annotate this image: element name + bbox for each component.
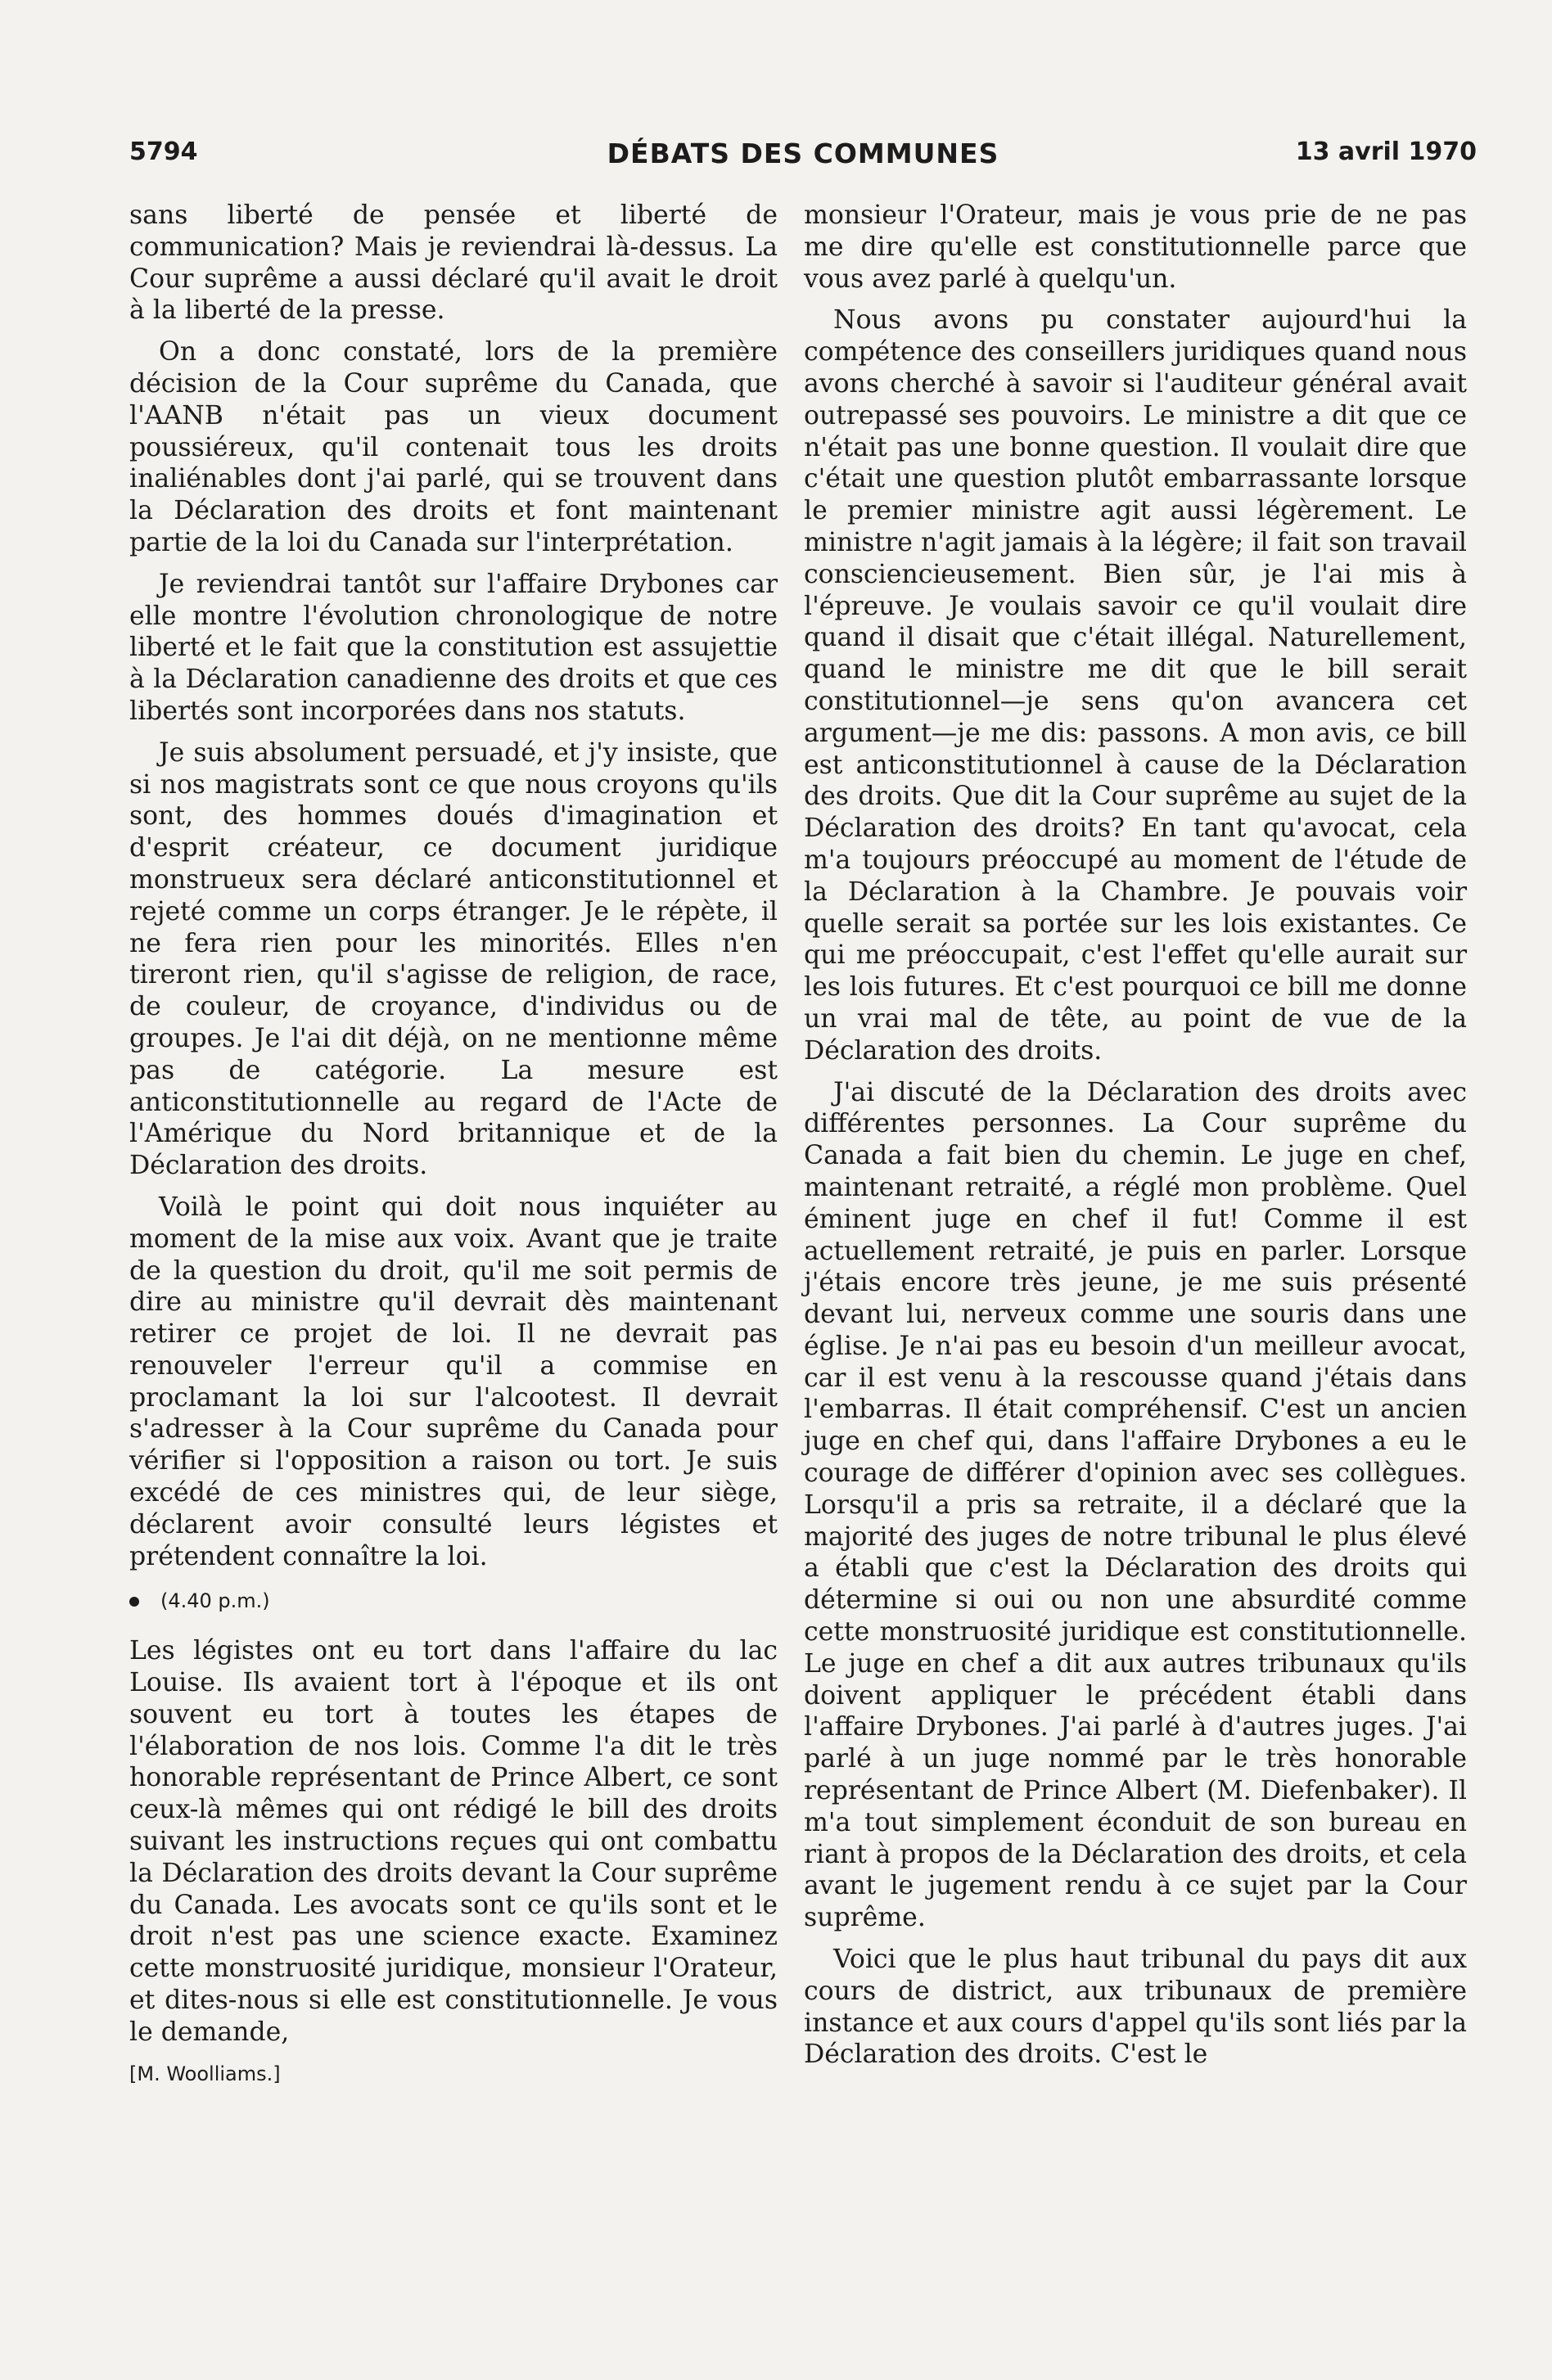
paragraph: Nous avons pu constater aujourd'hui la compétence des conseillers juridiques quand nous avons cherché à savoir si l'auditeur général avait outrepassé ses pouvoirs. Le ministre a dit que ce n'était pas une bonne question. Il voulait dire que c'était une question plutôt embarrassante lorsque le premier ministre agit aussi légèrement. Le ministre n'agit jamais à la légère; il fait son travail consciencieusement. Bien sûr, je l'ai mis à l'épreuve. Je voulais savoir ce qu'il voulait dire quand il disait que c'était illégal. Naturellement, quand le ministre me dit que le bill serait constitutionnel—je sens qu'on avancera cet argument—je me dis: passons. A mon avis, ce bill est anticonstitutionnel à cause de la Déclaration des droits. Que dit la Cour suprême au sujet de la Déclaration des droits? En tant qu'avocat, cela m'a toujours préoccupé au moment de l'étude de la Déclaration à la Chambre. Je pouvais voir quelle serait sa portée sur les lois existantes. Ce qui me préoccupait, c'est l'effet qu'elle aurait sur les lois futures. Et c'est pourquoi ce bill me donne un vrai mal de tête, au point de vue de la Déclaration des droits. xyxy=(804,305,1467,1066)
bullet-icon xyxy=(129,1597,139,1607)
speaker-attribution: [M. Woolliams.] xyxy=(129,2062,281,2085)
page-number: 5794 xyxy=(129,137,198,166)
paragraph: Je reviendrai tantôt sur l'affaire Drybones car elle montre l'évolution chronologique de notre liberté et le fait que la constitution est assujettie à la Déclaration canadienne des droits et que ces libertés sont incorporées dans nos statuts. xyxy=(129,569,778,726)
paragraph: On a donc constaté, lors de la première décision de la Cour suprême du Canada, que l'AANB n'était pas un vieux document poussiéreux, qu'il contenait tous les droits inaliénables dont j'ai parlé, qui se trouvent dans la Déclaration des droits et font maintenant partie de la loi du Canada sur l'interprétation. xyxy=(129,337,778,557)
paragraph: Je suis absolument persuadé, et j'y insiste, que si nos magistrats sont ce que nous croyons qu'ils sont, des hommes doués d'imagination et d'esprit créateur, ce document juridique monstrueux sera déclaré anticonstitutionnel et rejeté comme un corps étranger. Je le répète, il ne fera rien pour les minorités. Elles n'en tireront rien, qu'il s'agisse de religion, de race, de couleur, de croyance, d'individus ou de groupes. Je l'ai dit déjà, on ne mentionne même pas de catégorie. La mesure est anticonstitutionnelle au regard de l'Acte de l'Amérique du Nord britannique et de la Déclaration des droits. xyxy=(129,737,778,1181)
paragraph: monsieur l'Orateur, mais je vous prie de ne pas me dire qu'elle est constitutionnelle parce que vous avez parlé à quelqu'un. xyxy=(804,201,1467,294)
paragraph: J'ai discuté de la Déclaration des droits avec différentes personnes. La Cour suprême du Canada a fait bien du chemin. Le juge en chef, maintenant retraité, a réglé mon problème. Quel éminent juge en chef il fut! Comme il est actuellement retraité, je puis en parler. Lorsque j'étais encore très jeune, je me suis présenté devant lui, nerveux comme une souris dans une église. Je n'ai pas eu besoin d'un meilleur avocat, car il est venu à la rescousse quand j'étais dans l'embarras. Il était compréhensif. C'est un ancien juge en chef qui, dans l'affaire Drybones a eu le courage de différer d'opinion avec ses collègues. Lorsqu'il a pris sa retraite, il a déclaré que la majorité des juges de notre tribunal le plus élevé a établi que c'est la Déclaration des droits qui détermine si oui ou non une absurdité comme cette monstruosité juridique est constitutionnelle. Le juge en chef a dit aux autres tribunaux qu'ils doivent appliquer le précédent établi dans l'affaire Drybones. J'ai parlé à d'autres juges. J'ai parlé à un juge nommé par le très honorable représentant de Prince Albert (M. Diefenbaker). Il m'a tout simplement éconduit de son bureau en riant à propos de la Déclaration des droits, et cela avant le jugement rendu à ce sujet par la Cour suprême. xyxy=(804,1077,1467,1933)
paragraph: Voilà le point qui doit nous inquiéter au moment de la mise aux voix. Avant que je traite de la question du droit, qu'il me soit permis de dire au ministre qu'il devrait dès maintenant retirer ce projet de loi. Il ne devrait pas renouveler l'erreur qu'il a commise en proclamant la loi sur l'alcootest. Il devrait s'adresser à la Cour suprême du Canada pour vérifier si l'opposition a raison ou tort. Je suis excédé de ces ministres qui, de leur siège, déclarent avoir consulté leurs légistes et prétendent connaître la loi. xyxy=(129,1192,778,1571)
page-header xyxy=(129,137,1477,174)
paragraph: Les légistes ont eu tort dans l'affaire du lac Louise. Ils avaient tort à l'époque et ils ont souvent eu tort à toutes les étapes de l'élaboration de nos lois. Comme l'a dit le très honorable représentant de Prince Albert, ce sont ceux-là mêmes qui ont rédigé le bill des droits suivant les instructions reçues qui ont combattu la Déclaration des droits devant la Cour suprême du Canada. Les avocats sont ce qu'ils sont et le droit n'est pas une science exacte. Examinez cette monstruosité juridique, monsieur l'Orateur, et dites-nous si elle est constitutionnelle. Je vous le demande, xyxy=(129,1636,778,2047)
time-stamp: (4.40 p.m.) xyxy=(160,1589,270,1613)
left-column xyxy=(129,200,778,2089)
right-column xyxy=(804,200,1467,2080)
time-marker xyxy=(129,1585,778,1617)
page-date: 13 avril 1970 xyxy=(1295,137,1477,166)
paragraph: Voici que le plus haut tribunal du pays dit aux cours de district, aux tribunaux de première instance et aux cours d'appel qu'ils sont liés par la Déclaration des droits. C'est le xyxy=(804,1945,1467,2070)
paragraph: sans liberté de pensée et liberté de communication? Mais je reviendrai là-dessus. La Cour suprême a aussi déclaré qu'il avait le droit à la liberté de la presse. xyxy=(129,201,778,326)
running-title: DÉBATS DES COMMUNES xyxy=(607,137,999,169)
